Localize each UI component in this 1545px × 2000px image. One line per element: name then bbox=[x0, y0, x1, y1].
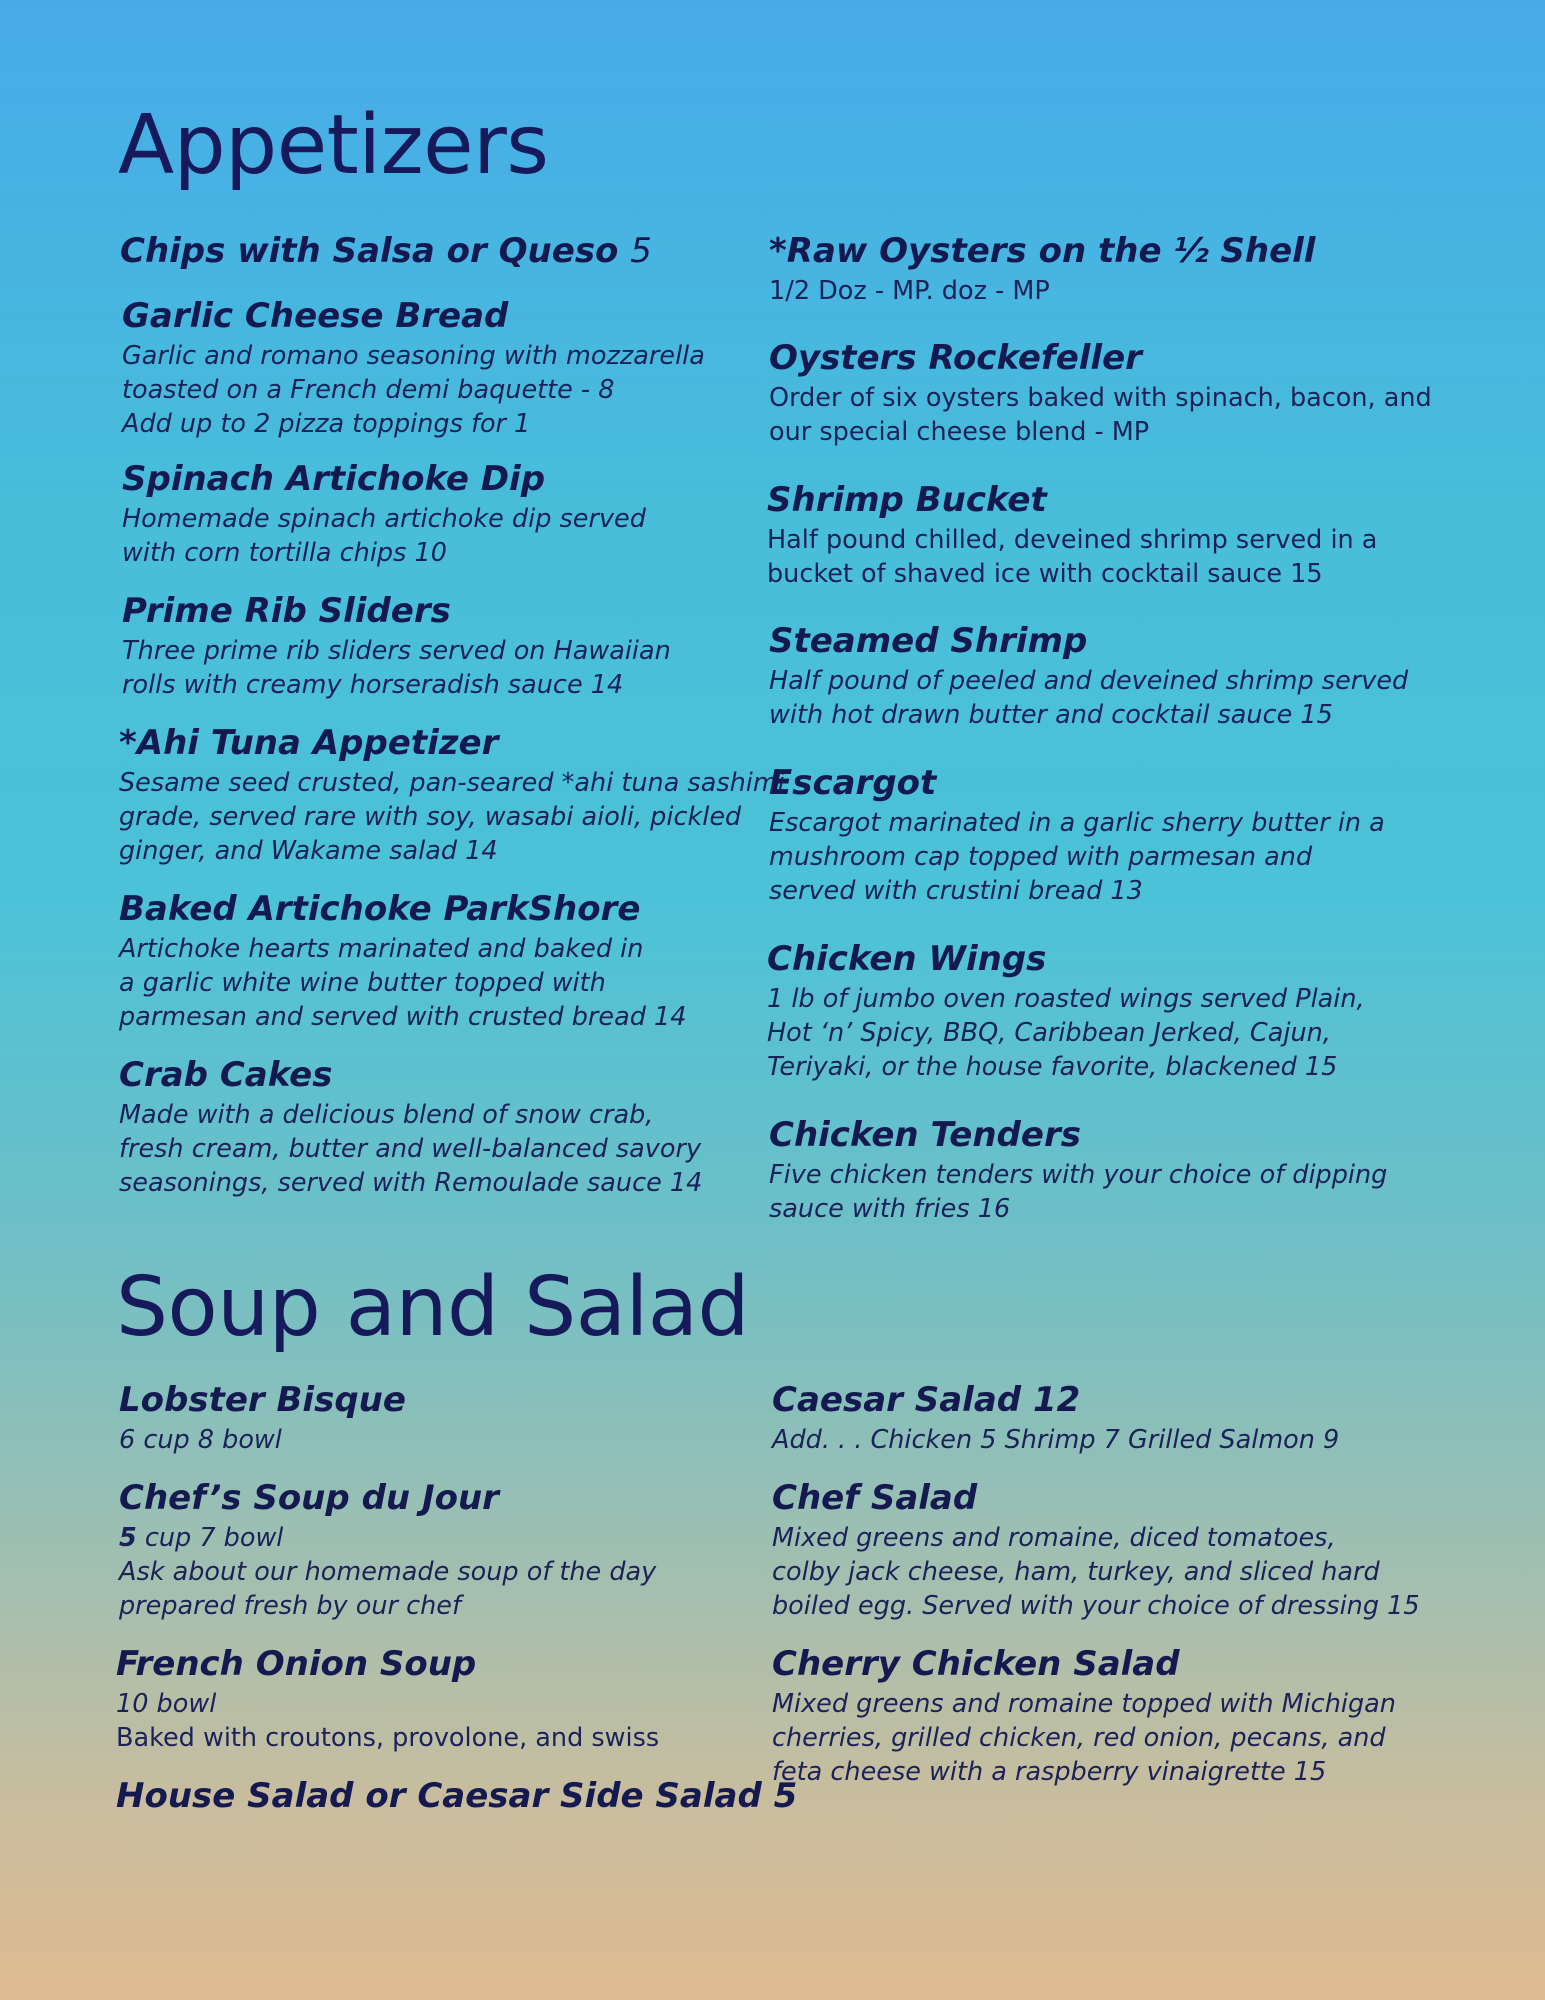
menu-item-lobster-bisque bbox=[119, 1377, 406, 1457]
item-price: 5 bbox=[119, 1523, 137, 1553]
item-name: Chef’s Soup du Jour bbox=[119, 1478, 499, 1518]
item-description: 5 cup 7 bowl Ask about our homemade soup of the day prepared fresh by our chef bbox=[119, 1523, 657, 1621]
item-description: Made with a delicious blend of snow crab, fresh cream, butter and well-balanced savory seasonings, served with Remoulade sauce 14 bbox=[119, 1100, 703, 1198]
item-name: Spinach Artichoke Dip bbox=[122, 459, 546, 499]
item-description: Half pound chilled, deveined shrimp served in a bucket of shaved ice with cocktail sauce 15 bbox=[767, 525, 1378, 589]
item-description: Mixed greens and romaine topped with Michigan cherries, grilled chicken, red onion, pecans, and feta cheese with a raspberry vinaigrette 15 bbox=[772, 1689, 1396, 1787]
item-name: Cherry Chicken Salad bbox=[772, 1644, 1180, 1684]
item-name: French Onion Soup bbox=[116, 1644, 477, 1684]
item-name: Shrimp Bucket bbox=[767, 480, 1047, 520]
menu-item-chicken-tenders bbox=[769, 1112, 1387, 1226]
soup-and-salad-heading: Soup and Salad bbox=[116, 1260, 750, 1355]
item-name: Chips with Salsa or Queso 5 bbox=[120, 231, 652, 271]
menu-item-caesar-salad bbox=[772, 1377, 1339, 1457]
item-description: 6 cup 8 bowl bbox=[119, 1425, 282, 1455]
menu-item-garlic-cheese-bread bbox=[122, 293, 705, 441]
menu-item-oysters-rockefeller bbox=[769, 335, 1432, 449]
item-name: Oysters Rockefeller bbox=[769, 338, 1142, 378]
item-name: Chef Salad bbox=[772, 1478, 978, 1518]
item-name: Baked Artichoke ParkShore bbox=[119, 889, 641, 929]
item-name: Crab Cakes bbox=[119, 1055, 333, 1095]
item-name: House Salad or Caesar Side Salad 5 bbox=[116, 1776, 798, 1816]
item-name: Steamed Shrimp bbox=[769, 621, 1088, 661]
item-description: 1/2 Doz - MP. doz - MP bbox=[769, 276, 1050, 306]
item-price: 5 bbox=[773, 1776, 798, 1816]
item-name: Prime Rib Sliders bbox=[122, 591, 451, 631]
menu-item-chef-salad bbox=[772, 1475, 1420, 1623]
item-description: Three prime rib sliders served on Hawaiian rolls with creamy horseradish sauce 14 bbox=[122, 636, 671, 700]
item-description: 10 bowl Baked with croutons, provolone, and swiss bbox=[116, 1689, 660, 1753]
item-description: Sesame seed crusted, pan-seared *ahi tuna sashimi grade, served rare with soy, wasabi aioli, pickled ginger, and Wakame salad 14 bbox=[119, 768, 785, 866]
item-name: *Raw Oysters on the ½ Shell bbox=[769, 231, 1316, 271]
menu-item-spinach-artichoke-dip bbox=[122, 456, 646, 570]
item-description: Escargot marinated in a garlic sherry butter in a mushroom cap topped with parmesan and served with crustini bread 13 bbox=[769, 808, 1385, 906]
menu-item-steamed-shrimp bbox=[769, 618, 1408, 732]
item-description: Order of six oysters baked with spinach, bacon, and our special cheese blend - MP bbox=[769, 383, 1432, 447]
menu-item-chips bbox=[120, 228, 652, 274]
appetizers-heading: Appetizers bbox=[118, 98, 549, 193]
menu-item-shrimp-bucket bbox=[767, 477, 1377, 591]
menu-item-raw-oysters bbox=[769, 228, 1315, 308]
item-name: Chicken Wings bbox=[767, 939, 1047, 979]
menu-item-baked-artichoke bbox=[119, 886, 686, 1034]
item-description: 1 lb of jumbo oven roasted wings served Plain, Hot ‘n’ Spicy, BBQ, Caribbean Jerked, Cajun, Teriyaki, or the house favorite, blackened 15 bbox=[767, 984, 1365, 1082]
item-name: Escargot bbox=[769, 763, 937, 803]
menu-item-cherry-chicken-salad bbox=[772, 1641, 1396, 1789]
menu-item-escargot bbox=[769, 760, 1385, 908]
menu-item-ahi-tuna bbox=[119, 720, 785, 868]
menu-item-crab-cakes bbox=[119, 1052, 702, 1200]
item-description: Homemade spinach artichoke dip served with corn tortilla chips 10 bbox=[122, 504, 646, 568]
menu-item-soup-du-jour bbox=[119, 1475, 656, 1623]
item-description: Half pound of peeled and deveined shrimp served with hot drawn butter and cocktail sauce 15 bbox=[769, 666, 1409, 730]
menu-item-chicken-wings bbox=[767, 936, 1365, 1084]
item-name: *Ahi Tuna Appetizer bbox=[119, 723, 499, 763]
item-description: Five chicken tenders with your choice of dipping sauce with fries 16 bbox=[769, 1160, 1388, 1224]
item-name: Lobster Bisque bbox=[119, 1380, 406, 1420]
item-description: Add. . . Chicken 5 Shrimp 7 Grilled Salmon 9 bbox=[772, 1425, 1340, 1455]
menu-item-french-onion-soup bbox=[116, 1641, 659, 1755]
item-description: Artichoke hearts marinated and baked in a garlic white wine butter topped with parmesan and served with crusted bread 14 bbox=[119, 934, 687, 1032]
item-description: Mixed greens and romaine, diced tomatoes, colby jack cheese, ham, turkey, and sliced hard boiled egg. Served with your choice of dressing 15 bbox=[772, 1523, 1420, 1621]
item-name: Caesar Salad 12 bbox=[772, 1380, 1081, 1420]
item-name: Chicken Tenders bbox=[769, 1115, 1081, 1155]
item-description: Garlic and romano seasoning with mozzarella toasted on a French demi baquette - 8 Add up to 2 pizza toppings for 1 bbox=[122, 341, 705, 439]
item-name: Garlic Cheese Bread bbox=[122, 296, 509, 336]
menu-item-house-salad bbox=[116, 1773, 797, 1819]
item-price: 5 bbox=[630, 231, 652, 271]
menu-item-prime-rib-sliders bbox=[122, 588, 671, 702]
